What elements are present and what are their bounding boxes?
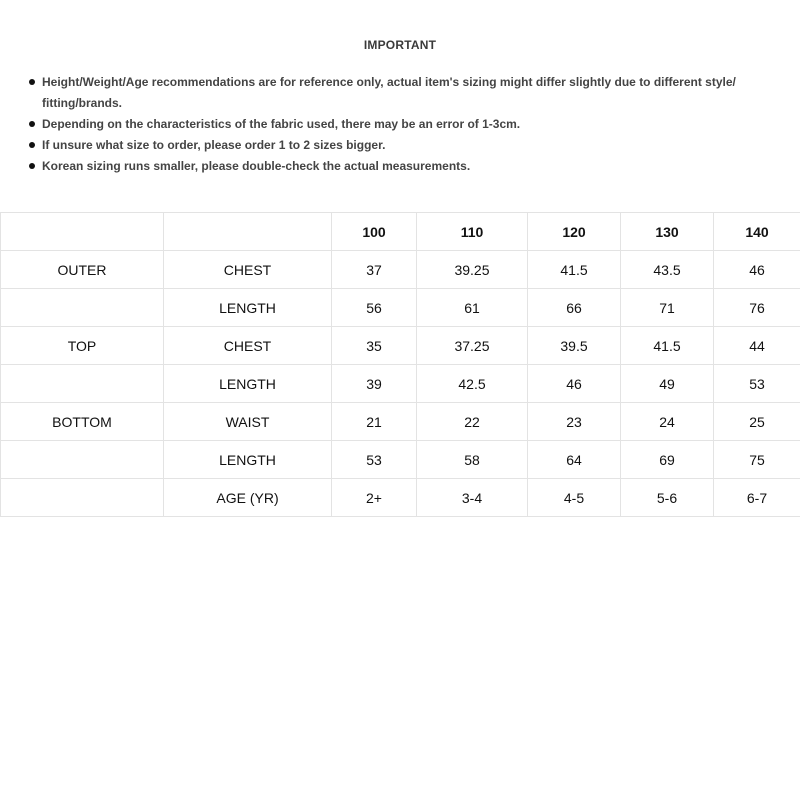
measure-cell: LENGTH xyxy=(164,289,332,327)
value-cell: 61 xyxy=(417,289,528,327)
measure-cell: WAIST xyxy=(164,403,332,441)
notice-title: IMPORTANT xyxy=(363,38,437,52)
value-cell: 41.5 xyxy=(528,251,621,289)
value-cell: 43.5 xyxy=(621,251,714,289)
table-row xyxy=(1,289,800,327)
size-chart-table xyxy=(0,212,800,517)
table-row xyxy=(1,327,800,365)
value-cell: 39.5 xyxy=(528,327,621,365)
notice-list xyxy=(28,72,773,177)
value-cell: 75 xyxy=(714,441,800,479)
value-cell: 42.5 xyxy=(417,365,528,403)
table-row xyxy=(1,403,800,441)
value-cell: 76 xyxy=(714,289,800,327)
value-cell: 6-7 xyxy=(714,479,800,517)
value-cell: 37.25 xyxy=(417,327,528,365)
value-cell: 58 xyxy=(417,441,528,479)
header-measure-cell xyxy=(164,213,332,251)
group-cell: BOTTOM xyxy=(1,403,164,441)
value-cell: 21 xyxy=(332,403,417,441)
value-cell: 24 xyxy=(621,403,714,441)
value-cell: 35 xyxy=(332,327,417,365)
value-cell: 44 xyxy=(714,327,800,365)
value-cell: 46 xyxy=(528,365,621,403)
value-cell: 71 xyxy=(621,289,714,327)
table-row xyxy=(1,441,800,479)
value-cell: 69 xyxy=(621,441,714,479)
measure-cell: CHEST xyxy=(164,251,332,289)
value-cell: 37 xyxy=(332,251,417,289)
measure-cell: LENGTH xyxy=(164,365,332,403)
value-cell: 53 xyxy=(714,365,800,403)
value-cell: 2+ xyxy=(332,479,417,517)
notice-item: If unsure what size to order, please order 1 to 2 sizes bigger. xyxy=(28,135,773,156)
group-cell xyxy=(1,441,164,479)
header-group-cell xyxy=(1,213,164,251)
size-header: 120 xyxy=(528,213,621,251)
value-cell: 64 xyxy=(528,441,621,479)
measure-cell: AGE (YR) xyxy=(164,479,332,517)
value-cell: 46 xyxy=(714,251,800,289)
value-cell: 66 xyxy=(528,289,621,327)
group-cell: TOP xyxy=(1,327,164,365)
size-header: 140 xyxy=(714,213,800,251)
value-cell: 25 xyxy=(714,403,800,441)
measure-cell: LENGTH xyxy=(164,441,332,479)
size-header: 100 xyxy=(332,213,417,251)
group-cell xyxy=(1,479,164,517)
notice-item: Depending on the characteristics of the fabric used, there may be an error of 1-3cm. xyxy=(28,114,773,135)
value-cell: 39 xyxy=(332,365,417,403)
notice-item: Height/Weight/Age recommendations are for reference only, actual item's sizing might differ slightly due to different style/ fitting/brands. xyxy=(28,72,773,114)
group-cell xyxy=(1,365,164,403)
table-row xyxy=(1,479,800,517)
value-cell: 53 xyxy=(332,441,417,479)
header-row xyxy=(1,213,800,251)
table-row xyxy=(1,365,800,403)
group-cell: OUTER xyxy=(1,251,164,289)
value-cell: 39.25 xyxy=(417,251,528,289)
group-cell xyxy=(1,289,164,327)
value-cell: 4-5 xyxy=(528,479,621,517)
value-cell: 49 xyxy=(621,365,714,403)
value-cell: 22 xyxy=(417,403,528,441)
notice-item: Korean sizing runs smaller, please double-check the actual measurements. xyxy=(28,156,773,177)
size-header: 130 xyxy=(621,213,714,251)
value-cell: 3-4 xyxy=(417,479,528,517)
value-cell: 23 xyxy=(528,403,621,441)
size-header: 110 xyxy=(417,213,528,251)
measure-cell: CHEST xyxy=(164,327,332,365)
value-cell: 41.5 xyxy=(621,327,714,365)
value-cell: 5-6 xyxy=(621,479,714,517)
value-cell: 56 xyxy=(332,289,417,327)
table-row xyxy=(1,251,800,289)
